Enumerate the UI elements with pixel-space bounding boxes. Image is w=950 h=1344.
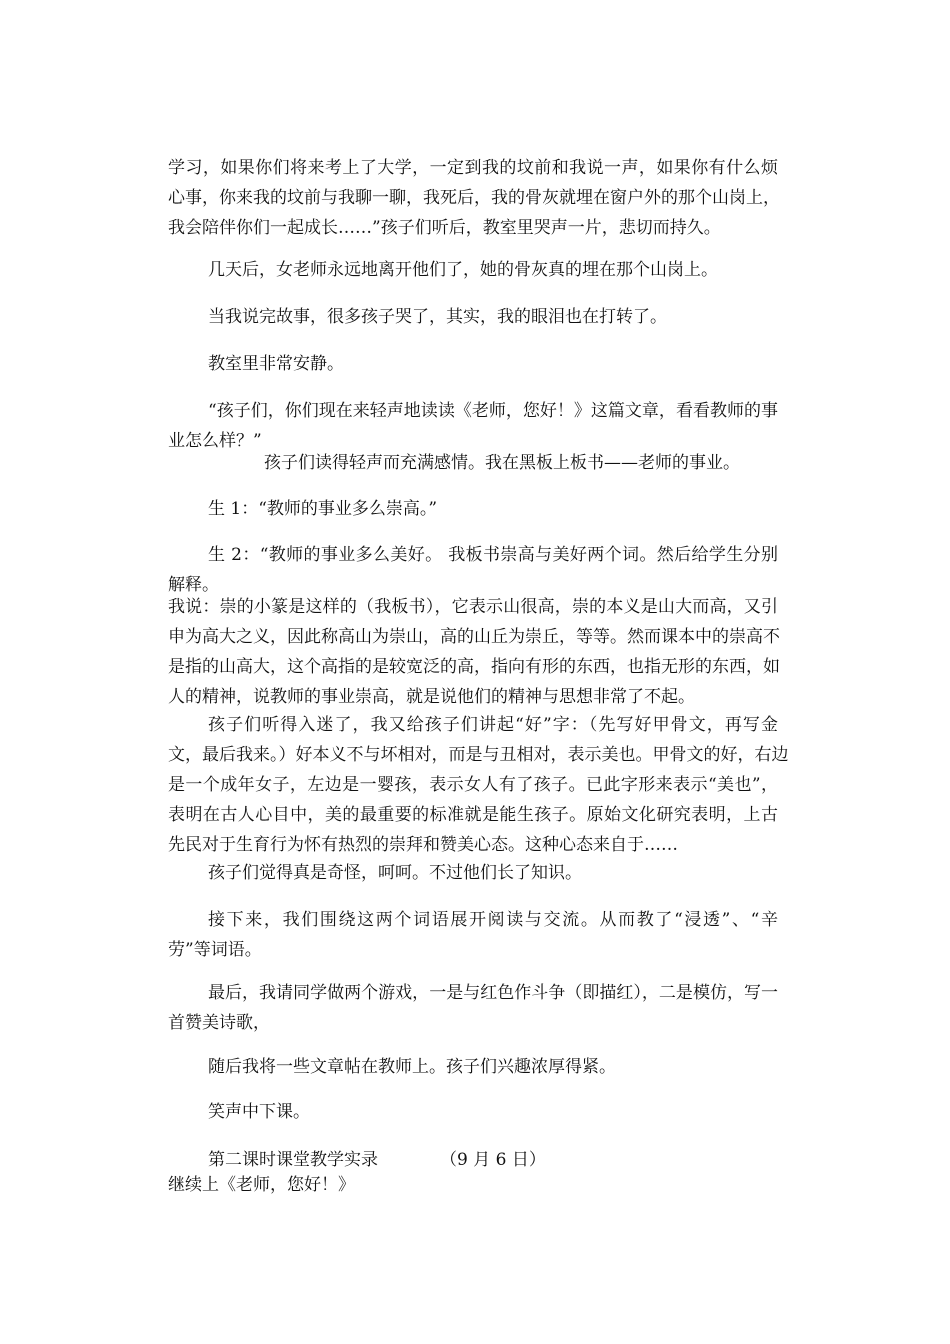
text-line: 人的精神，说教师的事业崇高，就是说他们的精神与思想非常了不起。 [168,687,695,707]
paragraph-13 [168,978,778,1038]
text-line: 孩子们听得入迷了，我又给孩子们讲起“好”字：（先写好甲骨文，再写金 [208,715,778,735]
paragraph-1 [168,153,778,243]
paragraph-5 [168,396,778,456]
text-line: 生 1：“教师的事业多么崇高。” [208,499,438,519]
text-line: 继续上《老师，您好！》 [168,1175,355,1195]
text-line: 先民对于生育行为怀有热烈的崇拜和赞美心态。这种心态来自于…… [168,835,678,855]
text-line: 最后，我请同学做两个游戏，一是与红色作斗争（即描红），二是模仿，写一 [208,983,778,1003]
text-line: 申为高大之义，因此称高山为崇山，高的山丘为崇丘，等等。然而课本中的崇高不 [168,627,780,647]
text-line: 表明在古人心目中，美的最重要的标准就是能生孩子。原始文化研究表明，上古 [168,805,778,825]
paragraph-15 [168,1097,778,1127]
text-line: 孩子们读得轻声而充满感情。我在黑板上板书——老师的事业。 [264,453,740,473]
paragraph-9 [168,592,778,712]
paragraph-3 [168,302,778,332]
text-line: 是一个成年女子，左边是一婴孩，表示女人有了孩子。已此字形来表示“美也”， [168,775,778,795]
paragraph-10 [168,710,789,860]
text-line: 教室里非常安静。 [208,354,344,374]
text-line: 随后我将一些文章帖在教师上。孩子们兴趣浓厚得紧。 [208,1057,616,1077]
paragraph-2 [168,255,778,285]
paragraph-17 [168,1170,778,1200]
text-line: 生 2：“教师的事业多么美好。 我板书崇高与美好两个词。然后给学生分别 [208,545,778,565]
text-line: 业怎么样？” [168,431,262,451]
section-date: （9 月 6 日） [440,1150,546,1170]
paragraph-8 [168,540,778,600]
paragraph-14 [168,1052,778,1082]
text-line: 解释。 [168,575,219,595]
text-line: 当我说完故事，很多孩子哭了，其实，我的眼泪也在打转了。 [208,307,667,327]
text-line: 是指的山高大，这个高指的是较宽泛的高，指向有形的东西，也指无形的东西，如 [168,657,780,677]
paragraph-6 [168,448,778,478]
paragraph-11 [168,858,778,888]
text-line: 我会陪伴你们一起成长……”孩子们听后，教室里哭声一片，悲切而持久。 [168,218,721,238]
text-line: 接下来，我们围绕这两个词语展开阅读与交流。从而教了“浸透”、“辛 [208,910,778,930]
paragraph-7 [168,494,778,524]
text-line: 文，最后我来。）好本义不与坏相对，而是与丑相对，表示美也。甲骨文的好，右边 [168,745,789,765]
text-line: 首赞美诗歌， [168,1013,270,1033]
text-line: 心事，你来我的坟前与我聊一聊，我死后，我的骨灰就埋在窗户外的那个山岗上， [168,188,780,208]
text-line: 几天后，女老师永远地离开他们了，她的骨灰真的埋在那个山岗上。 [208,260,718,280]
paragraph-12 [168,905,778,965]
text-line: 孩子们觉得真是奇怪，呵呵。不过他们长了知识。 [208,863,582,883]
text-line: 笑声中下课。 [208,1102,310,1122]
text-line: 劳”等词语。 [168,940,262,960]
text-line: 学习，如果你们将来考上了大学，一定到我的坟前和我说一声，如果你有什么烦 [168,158,778,178]
paragraph-4 [168,349,778,379]
text-line: “孩子们，你们现在来轻声地读读《老师，您好！》这篇文章，看看教师的事 [208,401,778,421]
text-line: 我说：崇的小篆是这样的（我板书），它表示山很高，崇的本义是山大而高，又引 [168,597,778,617]
section-title: 第二课时课堂教学实录 [208,1150,378,1170]
